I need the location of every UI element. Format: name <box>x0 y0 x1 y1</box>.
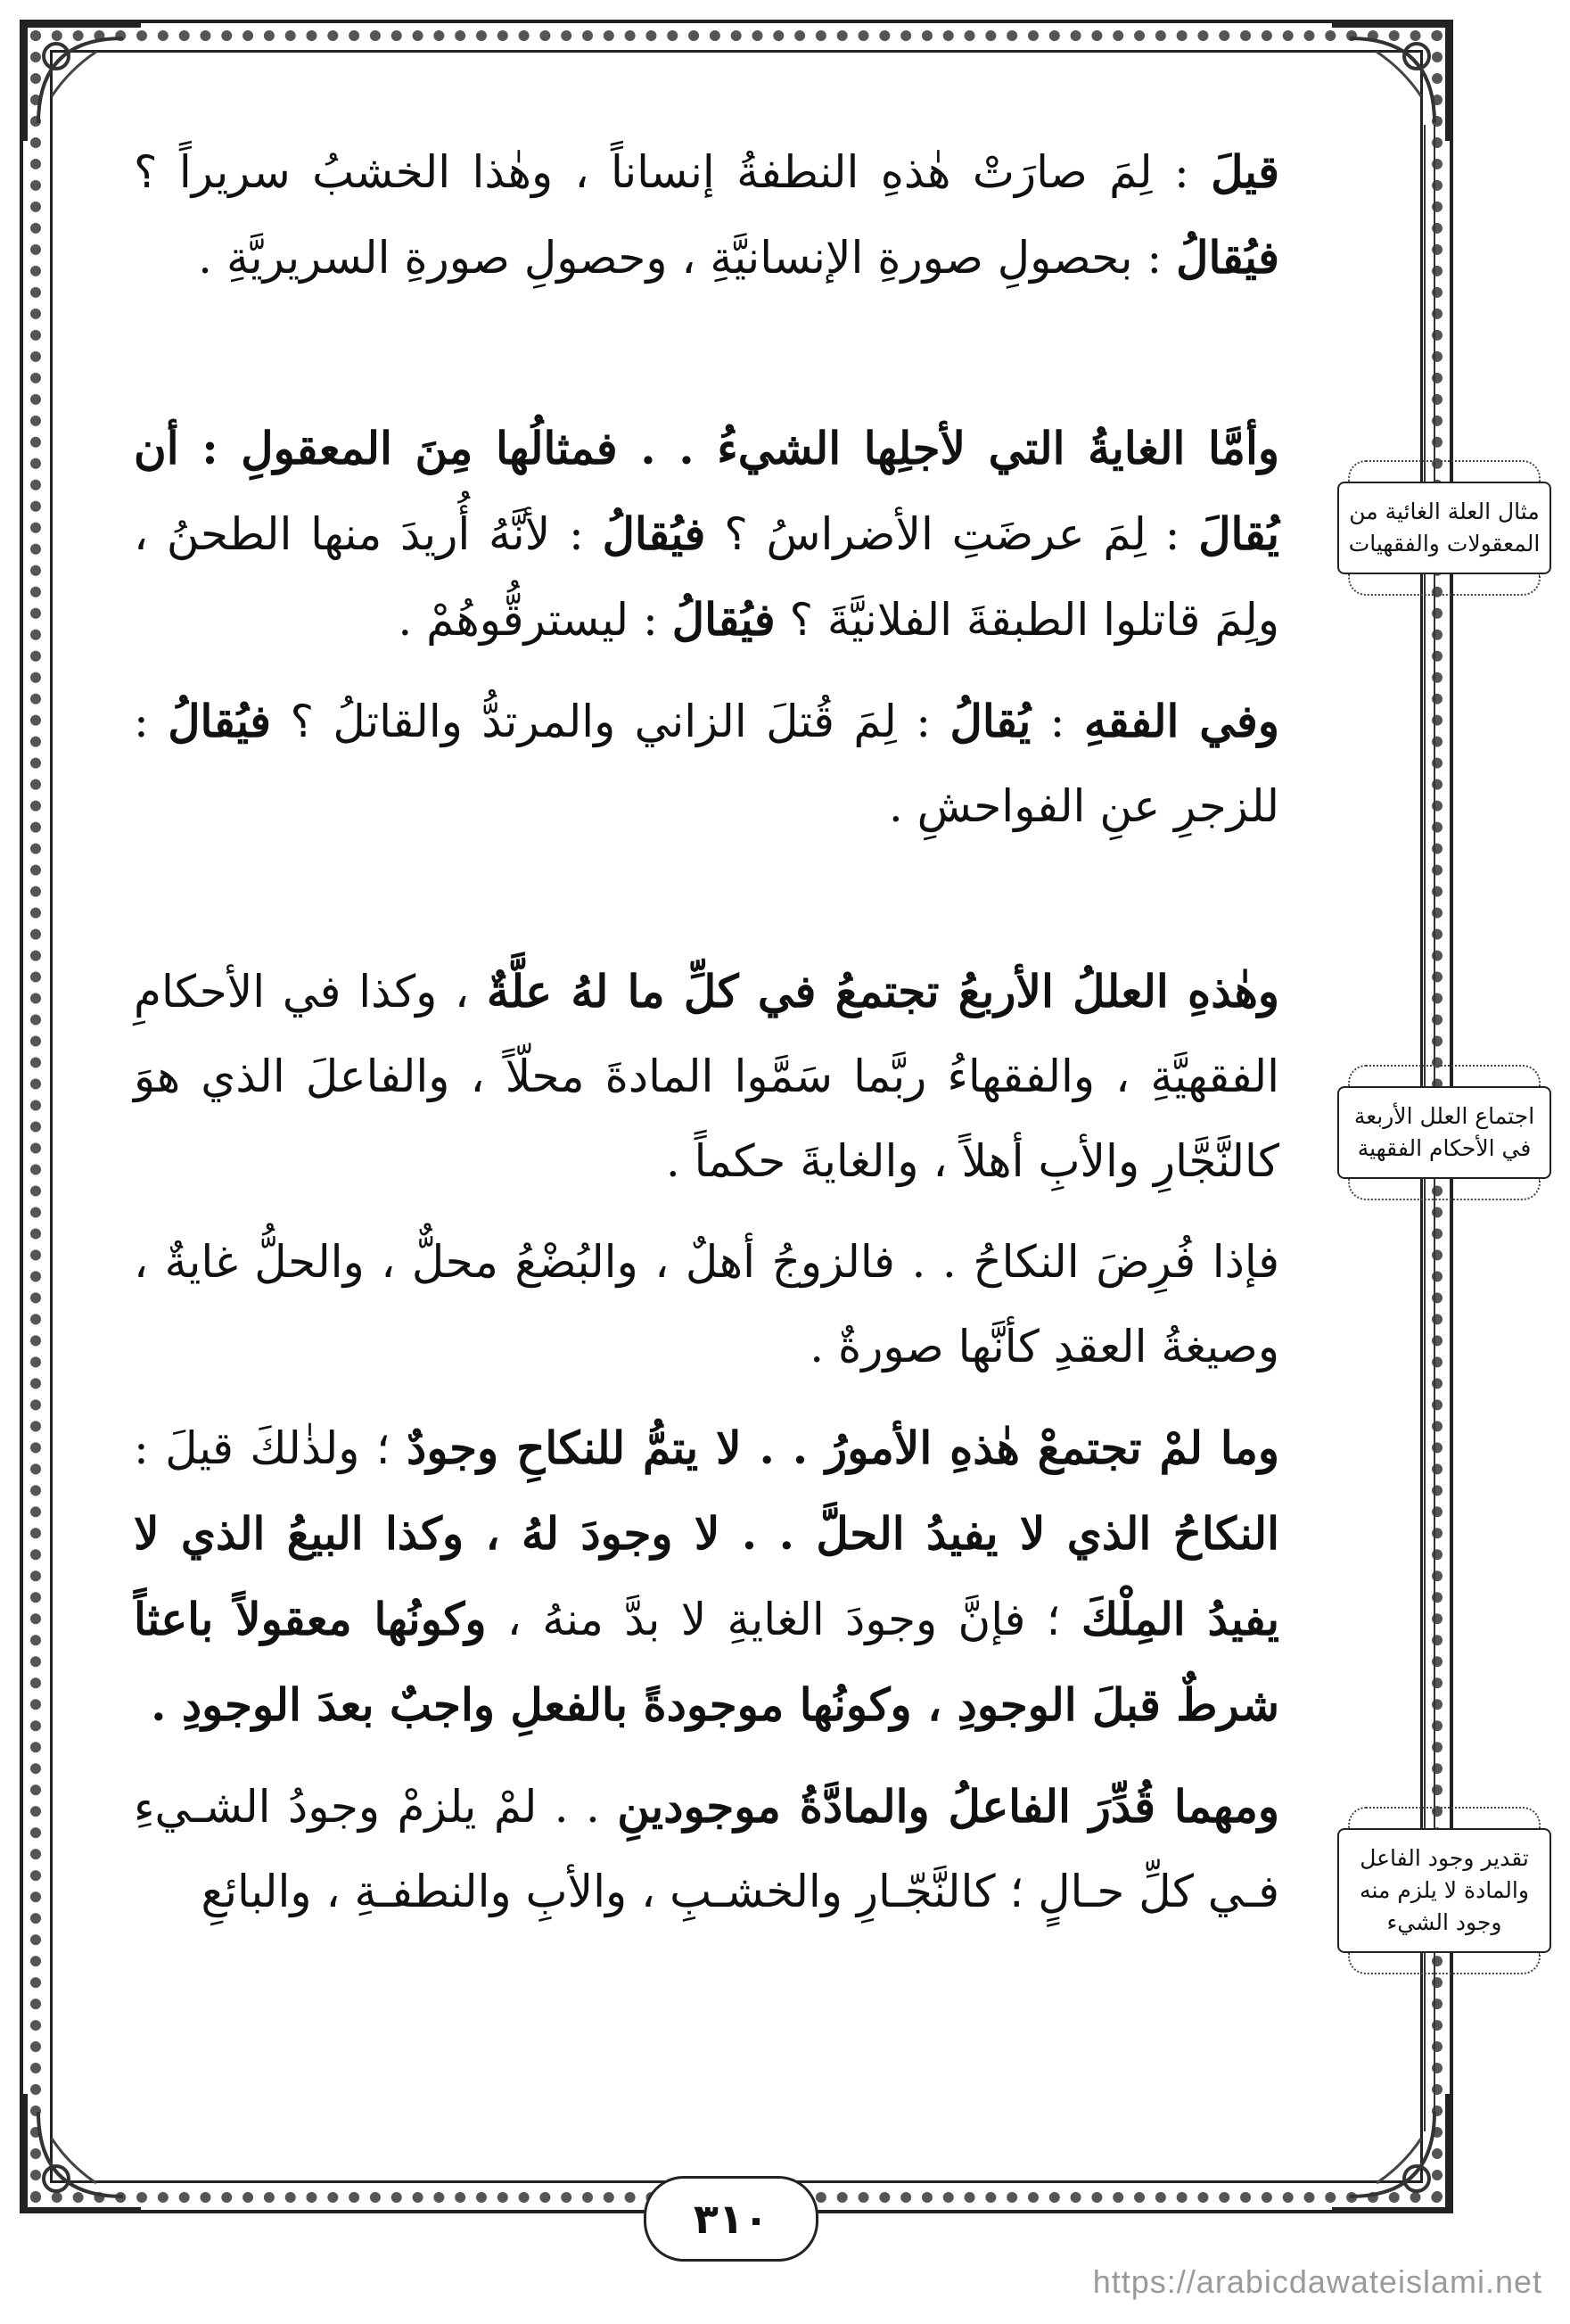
main-text <box>134 129 1279 1934</box>
page-number-cartouche <box>644 2176 818 2262</box>
paragraph <box>134 129 1279 301</box>
text-run: ؛ ولذٰلكَ قيلَ : <box>134 1422 407 1474</box>
bold-text-run: فيُقالُ <box>671 593 776 646</box>
corner-ornament-bottom-left <box>16 2085 150 2219</box>
bold-text-run: وأمَّا الغايةُ التي لأجلِها الشيءُ . . فمثالُها مِنَ المعقولِ : أن يُقالَ <box>134 422 1279 560</box>
paragraph <box>134 1764 1279 1934</box>
text-run: : لِمَ قُتلَ الزاني والمرتدُّ والقاتلُ ؟ <box>271 696 950 747</box>
bold-text-run: فيُقالُ <box>168 695 272 747</box>
bold-text-run: النكاحُ الذي لا يفيدُ الحلَّ . . لا وجودَ لهُ ، وكذا البيعُ الذي لا يفيدُ المِلْكَ <box>134 1507 1279 1645</box>
text-run: : لِمَ عرضَتِ الأضراسُ ؟ <box>705 508 1199 560</box>
paragraph <box>134 679 1279 849</box>
bold-text-run: قيلَ <box>1211 145 1279 198</box>
footer-url: https://arabicdawateislami.net <box>1092 2263 1542 2300</box>
bold-text-run: فيُقالُ <box>1176 231 1279 284</box>
bold-text-run: وفي الفقهِ <box>1083 695 1279 747</box>
text-run: ، وكذا في الأحكامِ الفقهيَّةِ ، والفقهاءُ ربَّما سَمَّوا المادةَ محلّاً ، والفاعلَ الذي هوَ كالنَّجَّارِ والأبِ أهلاً ، والغايةَ حكماً . <box>134 966 1279 1187</box>
text-run: : ليسترقُّوهُمْ . <box>398 594 672 646</box>
text-run: : لِمَ صارَتْ هٰذهِ النطفةُ إنساناً ، وهٰذا الخشبُ سريراً ؟ <box>134 146 1212 198</box>
bold-text-run: فيُقالُ <box>602 507 706 560</box>
text-run: . . لمْ يلزمْ وجودُ الشـيءِ فـي كلِّ حـالٍ ؛ كالنَّجّـارِ والخشـبِ ، والأبِ والنطفـةِ ، والبائعِ <box>134 1781 1279 1917</box>
text-run: : للزجرِ عنِ الفواحشِ . <box>134 696 1279 832</box>
text-run: فإذا فُرِضَ النكاحُ . . فالزوجُ أهلٌ ، والبُضْعُ محلٌّ ، والحلُّ غايةٌ ، وصيغةُ العقدِ كأنَّها صورةٌ . <box>134 1236 1279 1372</box>
text-run: : <box>1031 696 1084 747</box>
side-note: مثال العلة الغائية من المعقولات والفقهيات <box>1337 482 1551 574</box>
text-run: : بحصولِ صورةِ الإنسانيَّةِ ، وحصولِ صورةِ السريريَّةِ . <box>198 232 1177 284</box>
corner-ornament-top-right <box>1323 16 1457 150</box>
paragraph <box>134 1405 1279 1748</box>
paragraph <box>134 1220 1279 1389</box>
bold-text-run: وما لمْ تجتمعْ هٰذهِ الأمورُ . . لا يتمُّ للنكاحِ وجودٌ <box>407 1422 1279 1474</box>
side-note: تقدير وجود الفاعل والمادة لا يلزم منه وجود الشيء <box>1337 1828 1551 1953</box>
bold-text-run: وهٰذهِ العللُ الأربعُ تجتمعُ في كلِّ ما لهُ علَّةٌ <box>486 965 1279 1018</box>
corner-ornament-bottom-right <box>1323 2085 1457 2219</box>
text-run: ؛ فإنَّ وجودَ الغايةِ لا بدَّ منهُ ، <box>486 1594 1081 1645</box>
corner-ornament-top-left <box>16 16 150 150</box>
bold-text-run: يُقالُ <box>949 695 1032 747</box>
text-run: : لأنَّهُ أُريدَ منها الطحنُ ، ولِمَ قاتلوا الطبقةَ الفلانيَّةَ ؟ <box>134 508 1279 646</box>
side-note: اجتماع العلل الأربعة في الأحكام الفقهية <box>1337 1086 1551 1179</box>
page-number: ٣١٠ <box>693 2195 769 2243</box>
bold-text-run: وكونُها معقولاً باعثاً شرطٌ قبلَ الوجودِ ، وكونُها موجودةً بالفعلِ واجبٌ بعدَ الوجودِ . <box>134 1593 1279 1731</box>
paragraph <box>134 949 1279 1204</box>
paragraph <box>134 406 1279 663</box>
bold-text-run: ومهما قُدِّرَ الفاعلُ والمادَّةُ موجودينِ <box>617 1780 1280 1833</box>
